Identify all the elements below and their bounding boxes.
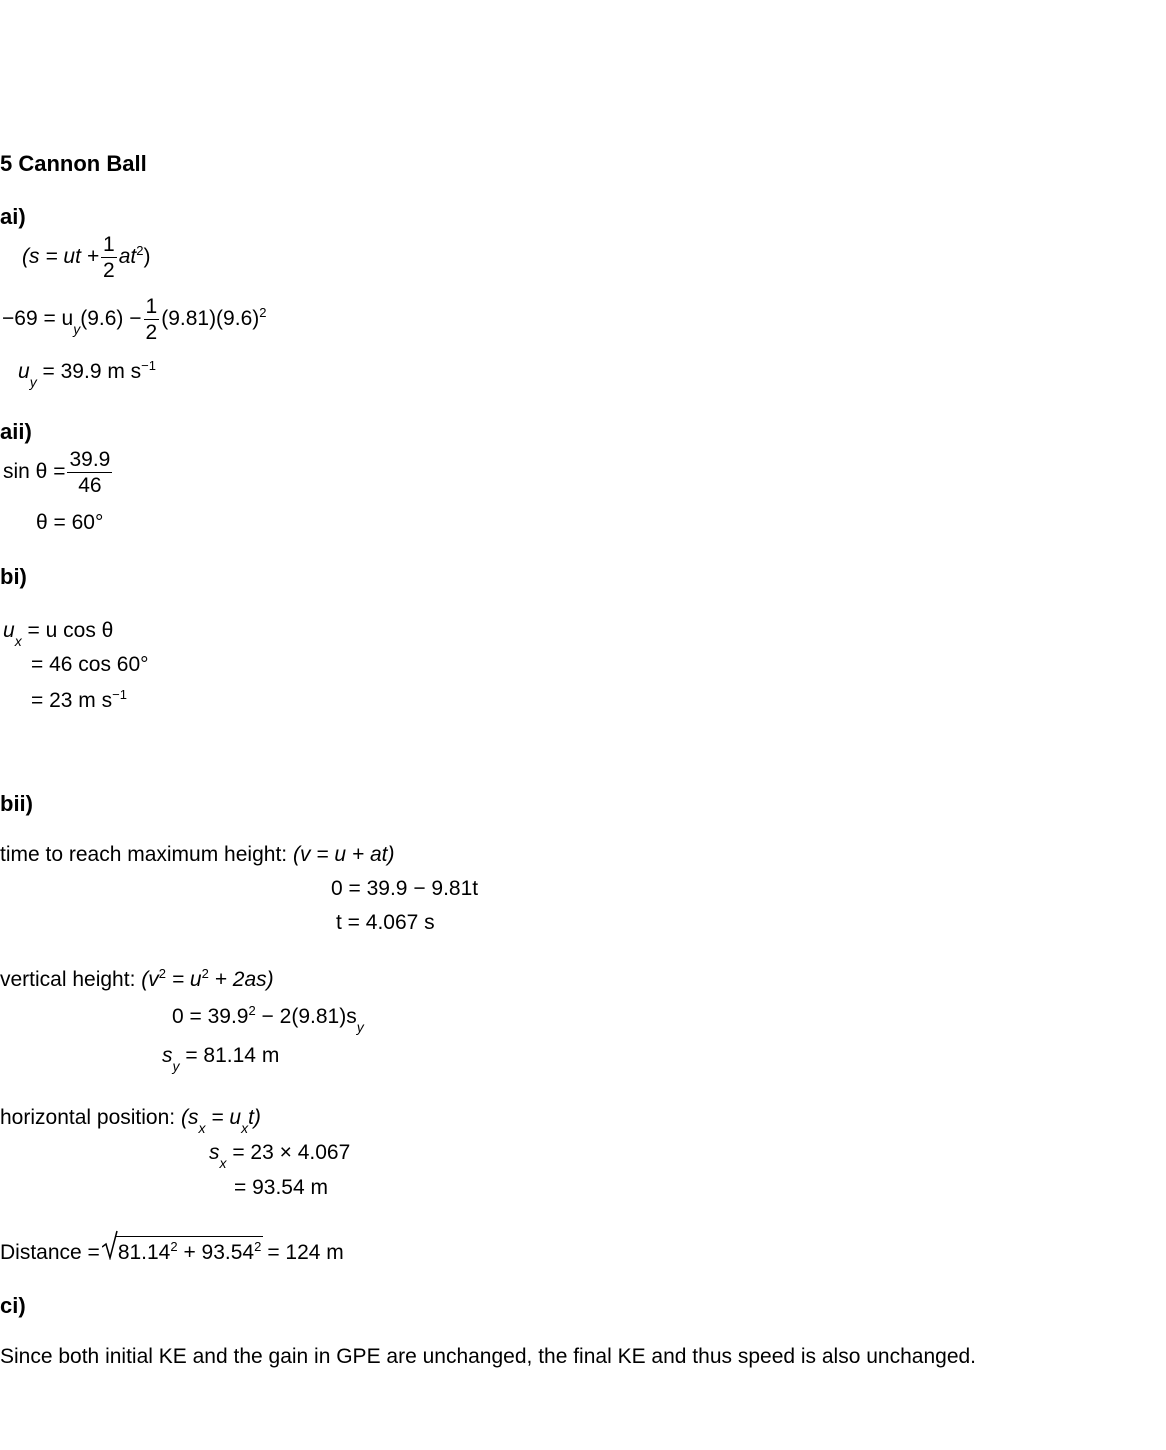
bii-distance-line: Distance = $81.14^2 + 93.54^2 = 124$ m <box>0 1236 344 1263</box>
ai-equation-1: (s = ut + $\frac{1}{2}$ $at^2$) <box>22 233 151 282</box>
section-label-bi: bi) <box>0 564 27 589</box>
bii-time-line-2: 0 = 39.9 − 9.81t <box>331 877 479 900</box>
bi-equation-1: $u_x = u$ cos θ <box>3 619 114 650</box>
bii-vertical-line-1: vertical height: $(v^2 = u^2 + 2as)$ <box>0 966 274 991</box>
ai-equation-2: $-69 = u_y(9.6)$ − $\frac{1}{2}$ $(9.81)(9.6)^2$ <box>2 295 267 344</box>
aii-equation-1: sin θ = $\frac{39.9}{46}$ <box>3 448 111 497</box>
bii-time-line-3: t = 4.067 s <box>336 911 435 934</box>
section-label-ci: ci) <box>0 1293 26 1318</box>
section-label-ai: ai) <box>0 204 26 229</box>
bi-equation-2: = 46 cos 60° <box>31 653 149 676</box>
section-label-aii: aii) <box>0 419 32 444</box>
bii-horizontal-line-1: horizontal position: $(s_x = u_xt)$ <box>0 1106 261 1137</box>
bi-equation-3: = 23 m $s^{-1}$ <box>31 687 127 712</box>
page-title: 5 Cannon Ball <box>0 151 147 176</box>
aii-equation-2: θ = 60° <box>36 511 104 534</box>
bii-horizontal-line-2: $s_x = 23 \times 4.067$ <box>209 1141 351 1172</box>
bii-vertical-line-3: $s_y = 81.14$ m <box>162 1044 280 1075</box>
square-root-icon: $81.14^2 + 93.54^2$ <box>102 1236 264 1263</box>
section-label-bii: bii) <box>0 791 33 816</box>
bii-horizontal-line-3: = 93.54 m <box>234 1176 328 1199</box>
ai-equation-3: $u_y = 39.9$ m $s^{-1}$ <box>18 358 156 391</box>
bii-time-line-1: time to reach maximum height: (v = u + at) <box>0 843 395 866</box>
bii-vertical-line-2: $0 = 39.9^2 - 2(9.81)s_y$ <box>172 1003 364 1036</box>
ci-answer-text: Since both initial KE and the gain in GPE are unchanged, the final KE and thus speed is also unchanged. <box>0 1345 977 1368</box>
